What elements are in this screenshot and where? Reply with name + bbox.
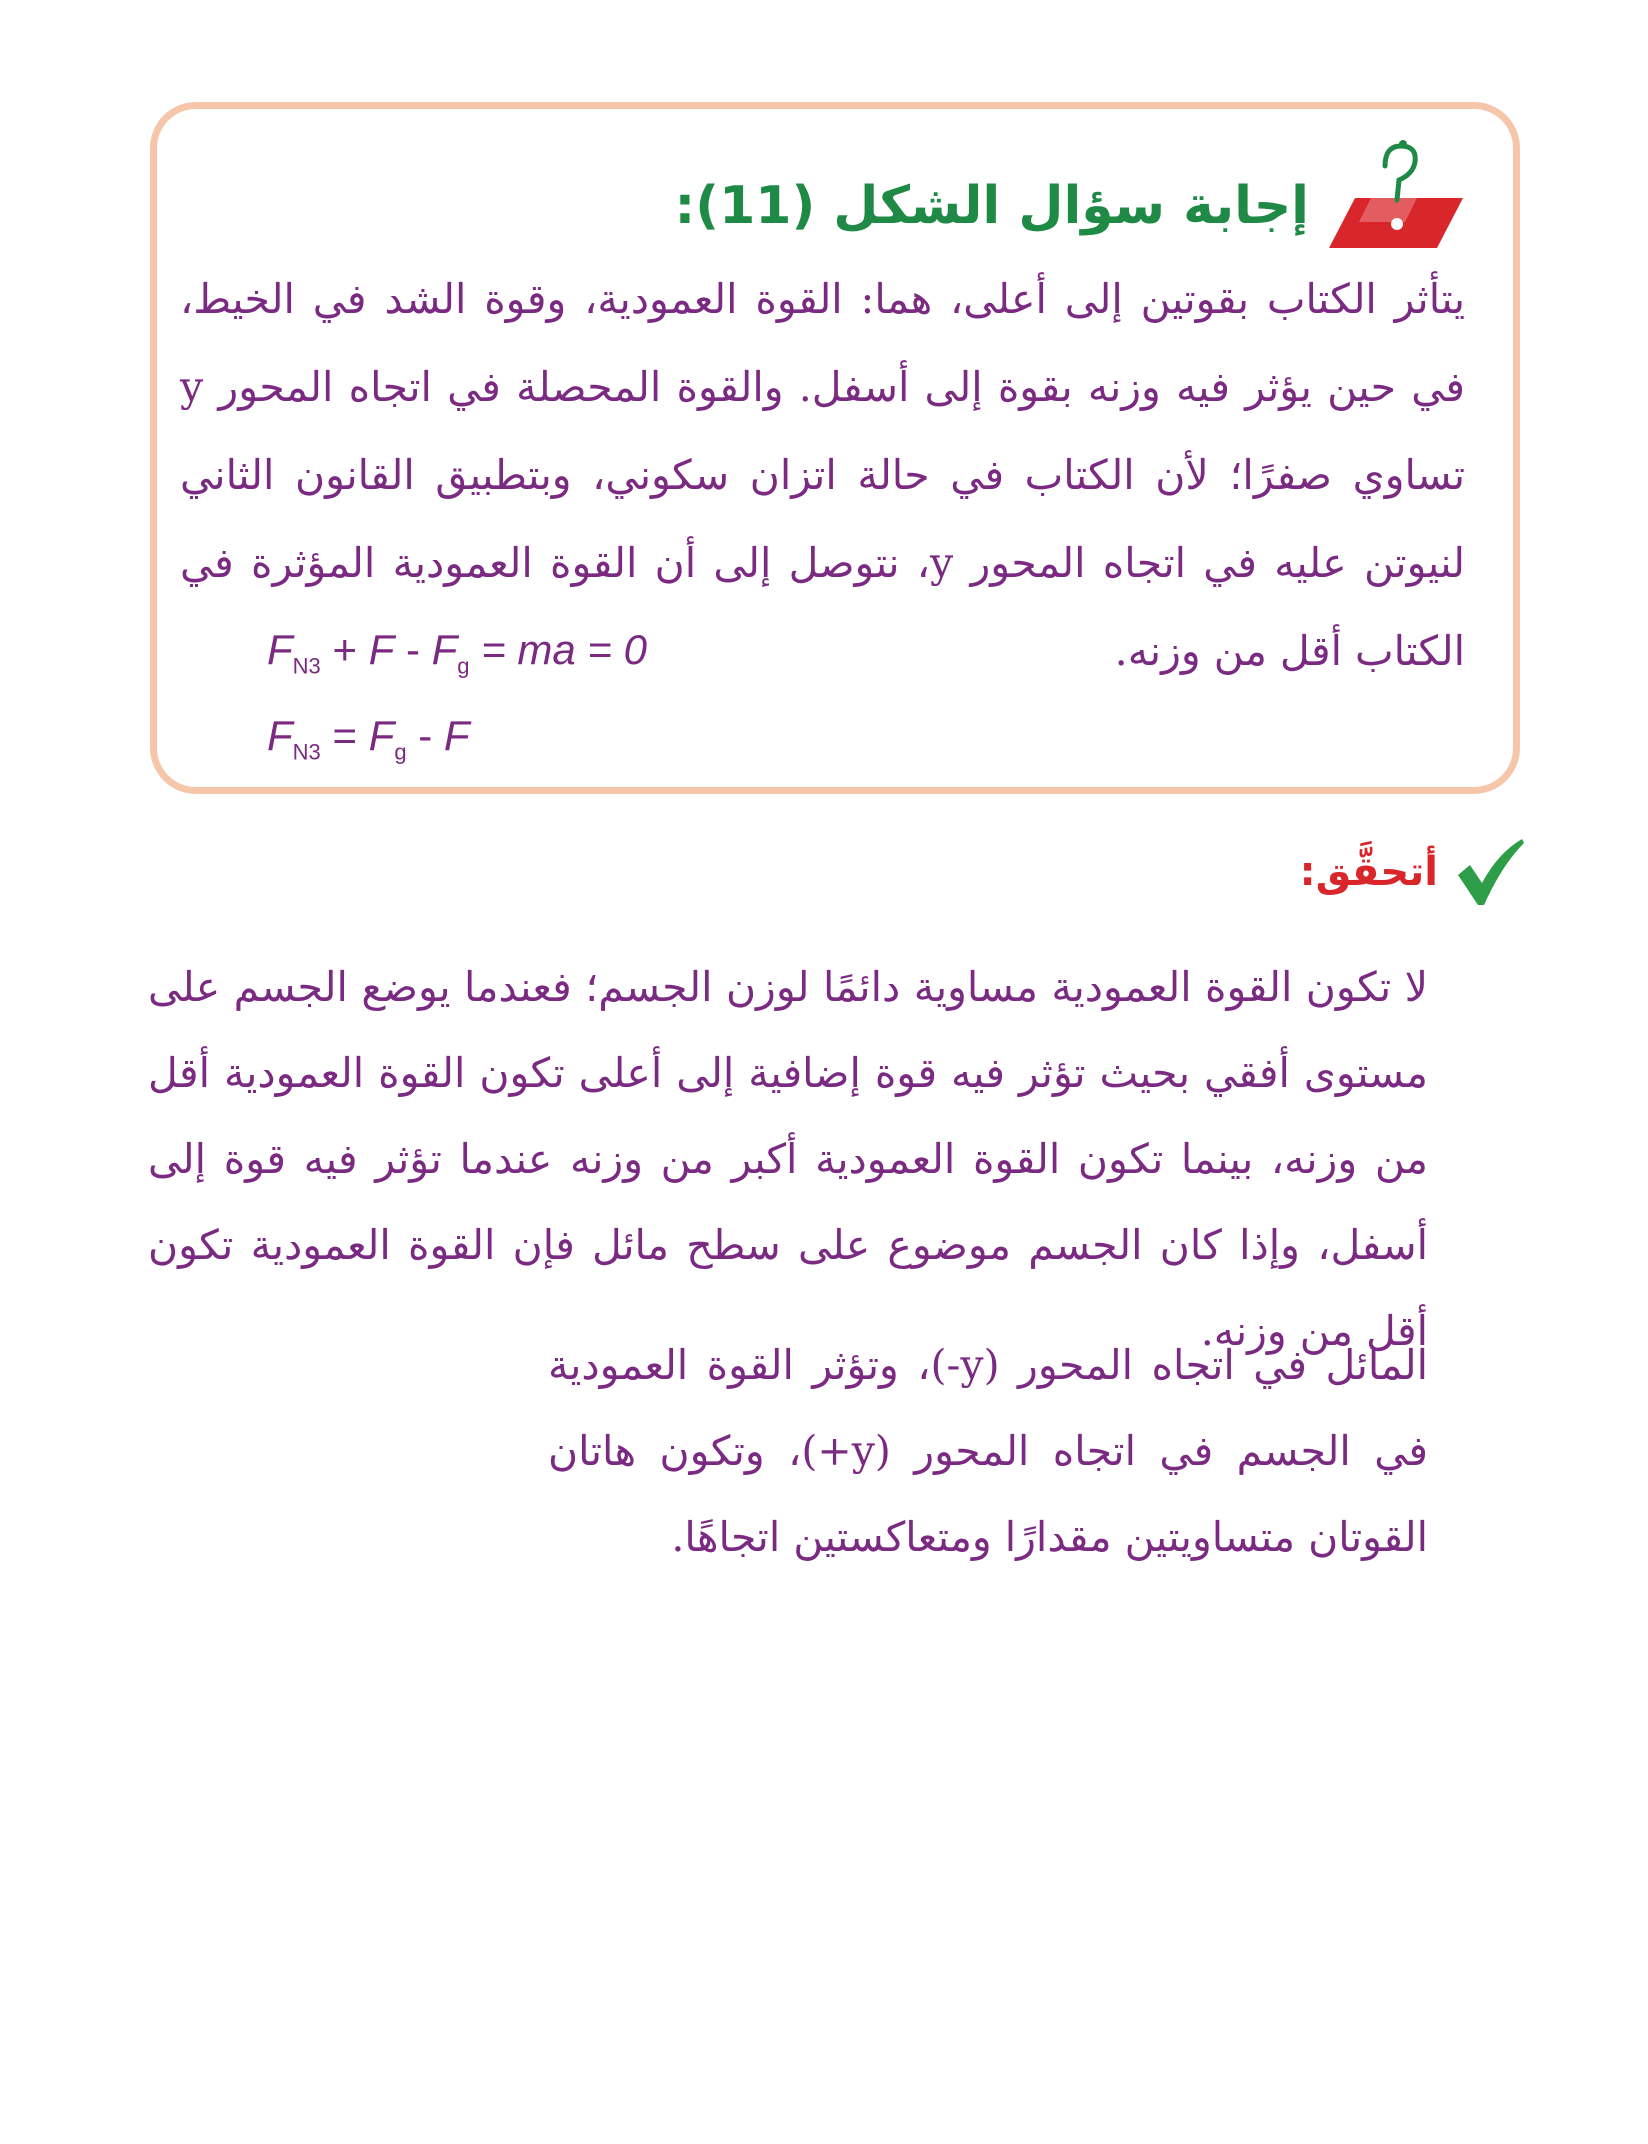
eq1-f-gravity: F: [431, 626, 458, 673]
eq1-f-normal: F: [267, 626, 293, 673]
eq2-minus: -: [406, 712, 444, 759]
answer-title: إجابة سؤال الشكل (11):: [674, 176, 1309, 236]
verify-paragraph: لا تكون القوة العمودية مساوية دائمًا لوزن الجسم؛ فعندما يوضع الجسم على مستوى أفقي بحيث تؤثر فيه قوة إضافية إلى أعلى تكون القوة العمودية أقل من وزنه، بينما تكون القوة العمودية أكبر من وزنه عندما تؤثر فيه قوة إلى أسفل، وإذا كان الجسم موضوع على سطح مائل فإن القوة العمودية تكون أقل من وزنه.: [148, 963, 1428, 1355]
checkmark-icon: [1452, 835, 1526, 909]
eq1-plus: +: [320, 626, 369, 673]
eq2-sub-g: g: [394, 739, 407, 765]
answer-heading: [675, 161, 1466, 251]
eq2-f: F: [443, 712, 470, 759]
eq2-equals: =: [320, 712, 369, 759]
eq1-sub-n3: N3: [292, 653, 321, 679]
extra-paragraph: المائل في اتجاه المحور (y-)، وتؤثر القوة العمودية في الجسم في اتجاه المحور (y+)، وتكون هاتان القوتان متساويتين مقدارًا ومتعاكستين اتجاهًا.: [548, 1341, 1428, 1561]
equation-1: [267, 607, 647, 693]
equations: [267, 607, 647, 779]
verify-heading: [1300, 832, 1526, 912]
equation-2: [267, 693, 647, 779]
eq2-f-gravity: F: [368, 712, 395, 759]
verify-title: أتحقَّق:: [1299, 849, 1438, 895]
eq1-f: F: [368, 626, 395, 673]
eq1-sub-g: g: [457, 653, 470, 679]
answer-paragraph: يتأثر الكتاب بقوتين إلى أعلى، هما: القوة العمودية، وقوة الشد في الخيط، في حين يؤثر فيه وزنه بقوة إلى أسفل. والقوة المحصلة في اتجاه المحور y تساوي صفرًا؛ لأن الكتاب في حالة اتزان سكوني، وبتطبيق القانون الثاني لنيوتن عليه في اتجاه المحور y، نتوصل إلى أن القوة العمودية المؤثرة في الكتاب أقل من وزنه.: [180, 275, 1465, 675]
eq1-minus: -: [394, 626, 432, 673]
eq2-sub-n3: N3: [292, 739, 321, 765]
question-card-icon: [1325, 136, 1465, 256]
answer-box: [150, 102, 1520, 794]
eq1-rest: = ma = 0: [469, 626, 647, 673]
eq2-f-normal: F: [267, 712, 293, 759]
